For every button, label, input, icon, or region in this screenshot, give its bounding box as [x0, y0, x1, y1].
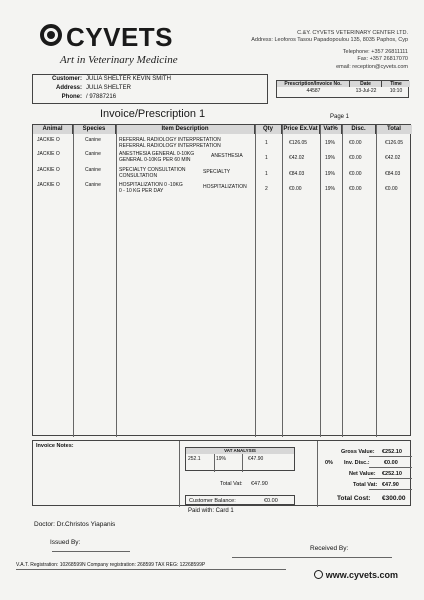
invoice-no-value: 44587 — [306, 88, 321, 94]
company-phone: Telephone: +357 26811111 — [342, 48, 408, 55]
disc-label: Inv. Disc.: — [344, 460, 370, 466]
col-description: Item Description — [116, 125, 255, 134]
row-vat: 19% — [325, 186, 336, 192]
net-value: €252.10 — [382, 471, 402, 477]
total-vat-value: €47.90 — [382, 482, 399, 488]
col-disc: Disc. — [342, 125, 376, 134]
address-value: JULIA SHELTER — [86, 85, 131, 91]
brand-name: CYVETS — [66, 22, 174, 52]
document-title: Invoice/Prescription 1 — [100, 108, 206, 120]
row-desc: REFERRAL RADIOLOGY INTERPRETATION — [119, 137, 221, 143]
row-total: €42.02 — [385, 155, 401, 161]
row-disc: €0.00 — [349, 155, 362, 161]
registration-line: V.A.T. Registration: 10268599N Company registration: 268599 TAX REG: 12268599P — [16, 562, 206, 568]
total-vat-value-left: €47.90 — [251, 481, 268, 487]
disc-value: €0.00 — [384, 460, 398, 466]
row-price: €42.02 — [289, 155, 305, 161]
col-species: Species — [73, 125, 116, 134]
disc-percent: 0% — [325, 460, 333, 466]
invoice-meta-box — [276, 80, 409, 98]
paw-logo-icon — [40, 24, 62, 46]
doctor-name: Doctor: Dr.Christos Yiapanis — [34, 521, 116, 528]
customer-box — [32, 74, 268, 104]
received-by-line — [232, 557, 392, 558]
website-url: www.cyvets.com — [325, 570, 398, 580]
row-desc-2: CONSULTATION — [119, 173, 158, 179]
row-total: €126.05 — [385, 140, 404, 146]
customer-balance-value: €0.00 — [264, 498, 278, 504]
row-disc: €0.00 — [349, 140, 362, 146]
company-info — [251, 30, 408, 71]
row-animal: JACKIE O — [37, 151, 60, 157]
time-header: Time — [382, 81, 410, 87]
row-desc: HOSPITALIZATION 0 -10KG — [119, 182, 183, 188]
col-animal: Animal — [33, 125, 73, 134]
col-qty: Qty — [255, 125, 282, 134]
row-qty: 1 — [265, 171, 268, 177]
address-label: Address: — [55, 85, 82, 91]
gross-value: €252.10 — [382, 449, 402, 455]
phone-label: Phone: — [61, 94, 82, 100]
received-by-label: Received By: — [310, 545, 349, 552]
brand-tagline: Art in Veterinary Medicine — [60, 54, 178, 66]
row-category: HOSPITALIZATION — [203, 184, 247, 190]
vat-analysis-box — [185, 447, 295, 471]
gross-label: Gross Value: — [341, 449, 375, 455]
vat-rate: 19% — [216, 456, 227, 462]
row-category: ANESTHESIA — [211, 153, 243, 159]
total-cost-value: €300.00 — [382, 495, 406, 502]
customer-label: Customer: — [51, 76, 82, 82]
date-value: 13-Jul-22 — [355, 88, 377, 94]
net-label: Net Value: — [349, 471, 376, 477]
customer-value: JULIA SHELTER KEVIN SMITH — [86, 76, 171, 82]
globe-icon — [314, 570, 323, 579]
vat-amount: €47.90 — [248, 456, 264, 462]
row-vat: 19% — [325, 140, 336, 146]
total-cost-label: Total Cost: — [337, 495, 371, 502]
row-vat: 19% — [325, 155, 336, 161]
row-species: Canine — [85, 137, 101, 143]
row-vat: 19% — [325, 171, 336, 177]
invoice-notes-label: Invoice Notes: — [36, 443, 74, 449]
summary-box — [32, 440, 411, 506]
row-animal: JACKIE O — [37, 182, 60, 188]
row-price: €84.03 — [289, 171, 305, 177]
company-email: email: reception@cyvets.com — [336, 63, 408, 70]
row-species: Canine — [85, 182, 101, 188]
row-category: SPECIALTY — [203, 169, 231, 175]
total-vat-label: Total Vat: — [353, 482, 378, 488]
col-vat: Vat% — [320, 125, 342, 134]
brand-logo — [40, 20, 180, 76]
issued-by-line — [52, 551, 130, 552]
issued-by-label: Issued By: — [50, 539, 81, 546]
vat-base: 252.1 — [188, 456, 201, 462]
row-total: €0.00 — [385, 186, 398, 192]
row-price: €126.05 — [289, 140, 308, 146]
items-table — [32, 124, 411, 436]
row-animal: JACKIE O — [37, 137, 60, 143]
company-fax: Fax: +357 26817070 — [357, 56, 408, 63]
page-number: Page 1 — [330, 114, 350, 120]
time-value: 10:10 — [389, 88, 403, 94]
row-price: €0.00 — [289, 186, 302, 192]
col-price: Price Ex.Vat — [282, 125, 320, 134]
paid-with: Paid with: Card 1 — [188, 508, 234, 514]
row-desc-2: REFERRAL RADIOLOGY INTERPRETATION — [119, 143, 221, 149]
company-name: C.&Y. CYVETS VETERINARY CENTER LTD. — [297, 30, 408, 36]
row-total: €84.03 — [385, 171, 401, 177]
row-desc-2: 0 - 10 KG PER DAY — [119, 188, 164, 194]
total-vat-label-left: Total Vat: — [220, 481, 243, 487]
footer-rule — [16, 569, 286, 570]
date-header: Date — [350, 81, 382, 87]
invoice-no-header: Prescription/Invoice No. — [277, 81, 350, 87]
row-animal: JACKIE O — [37, 167, 60, 173]
totals-panel — [317, 441, 412, 507]
row-disc: €0.00 — [349, 171, 362, 177]
row-desc: ANESTHESIA GENERAL 0-10KG — [119, 151, 195, 157]
website — [314, 570, 398, 580]
row-qty: 2 — [265, 186, 268, 192]
row-species: Canine — [85, 151, 101, 157]
row-qty: 1 — [265, 140, 268, 146]
row-desc-2: GENERAL 0-10KG PER 60 MIN — [119, 157, 191, 163]
company-address: Address: Leoforos Tasou Papadopoulou 135, 8035 Paphos, Cyp — [251, 37, 408, 44]
row-qty: 1 — [265, 155, 268, 161]
row-desc: SPECIALTY CONSULTATION — [119, 167, 186, 173]
customer-balance-box — [185, 495, 295, 505]
row-disc: €0.00 — [349, 186, 362, 192]
phone-value: / 97887216 — [86, 94, 117, 100]
customer-balance-label: Customer Balance: — [189, 498, 236, 504]
col-total: Total — [376, 125, 412, 134]
row-species: Canine — [85, 167, 101, 173]
vat-analysis-title: VAT ANALYSIS — [186, 448, 294, 454]
